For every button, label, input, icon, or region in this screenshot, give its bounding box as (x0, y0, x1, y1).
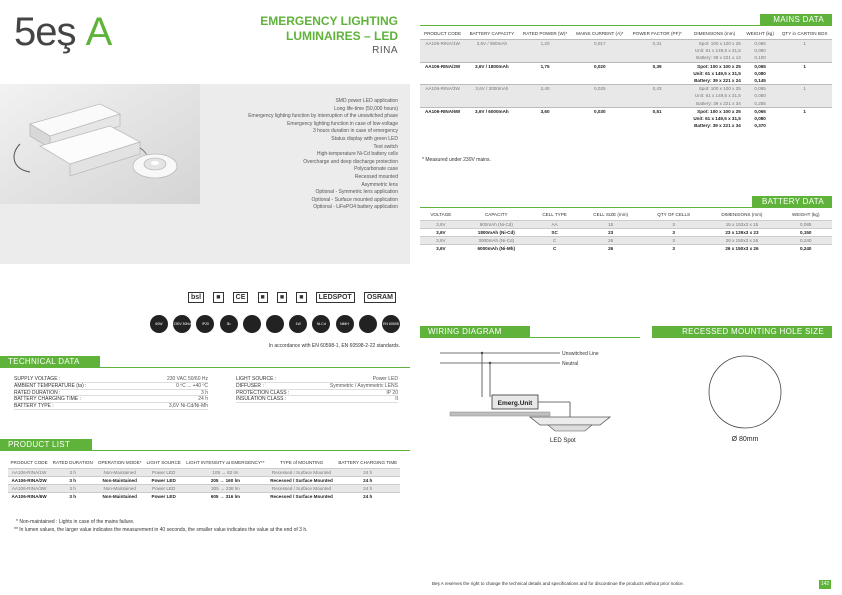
feature-item: Recessed mounted (354, 173, 398, 180)
tech-row (14, 376, 208, 383)
footer-disclaimer: Beş A reserves the right to change the technical details and specifications and for discontinue the products without prior notice. (432, 581, 684, 586)
recessed-header: RECESSED MOUNTING HOLE SIZE (652, 326, 832, 338)
spec-badge: 230V 50Hz (173, 315, 191, 333)
cell-power: 1,75 (540, 63, 550, 69)
cell-capacity: 3,6V / 3000mAh (475, 86, 509, 92)
led-spot-image (133, 154, 177, 178)
spec-badge: 60W (150, 315, 168, 333)
mounting-hole-diagram (700, 350, 790, 445)
cell-dims: 15 x 153x3 x 15 (725, 222, 759, 227)
certification-row (188, 292, 396, 303)
tech-key: DIFFUSER : (236, 382, 264, 389)
product-name: RINA (372, 45, 398, 56)
feature-item: 3 hours duration in case of emergency (312, 128, 398, 135)
dimension-line: Battery: 39 x 221 x 24 (694, 78, 741, 84)
column-header: CAPACITY (484, 212, 508, 217)
cell-w: 0,150 (799, 230, 812, 235)
table-row (8, 493, 400, 501)
table-row (420, 85, 832, 108)
product-list-table (8, 460, 400, 500)
cell-mount: Recessed / Surface Mounted (270, 478, 333, 483)
spec-badge: NiMH (336, 315, 354, 333)
cell-code: AA106-RINA/3W (11, 486, 47, 491)
cell-size: 26 (608, 246, 614, 251)
cell-qty: 3 (672, 230, 675, 235)
column-header: CELL SIZE (mm) (593, 212, 629, 217)
feature-item: Asymmetric lens (361, 181, 398, 188)
table-row (420, 221, 832, 229)
weight-line: 0,065 (754, 41, 766, 46)
technical-left (14, 376, 208, 410)
emergency-unit-label: Emerg.Unit (497, 400, 533, 407)
cell-src: Power LED (152, 470, 176, 475)
feature-item: Emergency lighting function by interruption of the unswitched phase (248, 113, 398, 120)
column-header: BATTERY CHARGING TIME (338, 460, 398, 465)
cell-dimensions (686, 62, 743, 85)
cell-mode: Non-Maintained (102, 494, 137, 499)
column-header: OPERATION MODE* (97, 460, 142, 465)
cell-pf: 0,39 (652, 63, 662, 69)
neutral-label: Neutral (562, 361, 579, 367)
table-row (8, 485, 400, 493)
table-row (420, 229, 832, 237)
technical-header: TECHNICAL DATA (0, 356, 100, 368)
feature-item: Emergency lighting function in case of low-voltage (287, 120, 398, 127)
battery-table (420, 212, 832, 252)
tech-row (236, 396, 398, 403)
cell-current: 0,025 (594, 86, 606, 92)
weight-line: 0,255 (754, 100, 766, 106)
tech-value: IP 20 (386, 389, 398, 396)
cell-v: 3,6V (436, 222, 446, 227)
spec-badge-row (150, 315, 400, 333)
tech-row (236, 376, 398, 383)
cell-pf: 0,51 (652, 108, 662, 114)
battery-header: BATTERY DATA (752, 196, 832, 208)
cell-dimensions (686, 107, 743, 129)
column-header: WEIGHT (kg) (746, 31, 774, 36)
cell-code: AA106-RINA/2W (424, 63, 461, 69)
cell-size: 26 (608, 238, 614, 243)
tech-value: 24 h (198, 396, 208, 403)
tech-key: BATTERY TYPE : (14, 403, 54, 410)
hole-diameter-label: Ø 80mm (731, 436, 759, 443)
cell-qty: 3 (672, 222, 675, 227)
cell-dims: 26 x 150x3 x 26 (725, 246, 759, 251)
column-header: QTY in CARTON BOX (781, 31, 828, 36)
cell-current: 0,030 (594, 108, 606, 114)
spec-badge (243, 315, 261, 333)
cell-current: 0,017 (594, 41, 606, 46)
tech-row (14, 383, 208, 390)
dimension-line: Unit: 61 x 149,5 x 31,5 (694, 93, 741, 99)
weight-line: 0,080 (754, 70, 766, 76)
column-header: TYPE of MOUNTING (279, 460, 324, 465)
column-header: RATED DURATION (52, 460, 93, 465)
dimension-line: Battery: 39 x 221 x 34 (694, 123, 741, 129)
cell-weight (743, 85, 778, 108)
tech-row (14, 390, 208, 397)
dimension-line: Battery: 39 x 221 x 14 (696, 55, 741, 61)
certification-mark: ■ (258, 292, 268, 303)
page-number: 142 (820, 581, 830, 587)
cell-mount: Recessed / Surface Mounted (271, 486, 332, 491)
weight-line: 0,145 (754, 78, 766, 84)
weight-line: 0,100 (754, 55, 766, 61)
cell-mode: Non-Maintained (103, 486, 136, 491)
cell-dur: 3 h (69, 478, 77, 483)
spec-badge (266, 315, 284, 333)
weight-line: 0,065 (754, 108, 766, 114)
column-header: CELL TYPE (542, 212, 567, 217)
certification-mark: OSRAM (364, 292, 396, 303)
certification-mark: LEDSPOT (316, 292, 355, 303)
weight-line: 0,370 (754, 123, 766, 129)
cell-mount: Recessed / Surface Mounted (271, 470, 332, 475)
tech-key: RATED DURATION : (14, 389, 61, 396)
dimension-line: Battery: 39 x 221 x 34 (696, 100, 741, 106)
column-header: MAINS CURRENT (A)* (576, 31, 624, 36)
product-list-header: PRODUCT LIST (0, 439, 92, 451)
cell-type: C (552, 238, 557, 243)
tech-row (14, 403, 208, 410)
feature-item: Polycarbonate case (354, 166, 398, 173)
cell-cap: 1800mAh (Ni-Cd) (477, 230, 515, 235)
column-header: POWER FACTOR (PF)* (632, 31, 682, 36)
feature-list (200, 98, 398, 212)
dimension-line: Spot: 100 x 100 x 25 (697, 108, 741, 114)
cell-capacity: 3,6V / 900mAh (476, 41, 508, 46)
cell-weight (743, 62, 778, 85)
tech-key: PROTECTION CLASS : (236, 389, 290, 396)
cell-charge: 24 h (363, 470, 373, 475)
cell-code: AA106-RINA/6W (424, 108, 461, 114)
feature-item: Optional - Surface mounted application (311, 196, 398, 203)
cell-power: 1,20 (540, 41, 550, 46)
cell-src: Power LED (151, 478, 176, 483)
cell-lum: 605 → 316 lm (210, 494, 240, 499)
product-note-1: * Non-maintained : Lights in case of the mains failure. (16, 519, 135, 525)
cell-code: AA106-RINA/1W (425, 41, 460, 46)
column-header: DIMENSIONS (mm) (694, 31, 736, 36)
cell-v: 3,6V (436, 246, 446, 251)
logo-part2: A (85, 10, 112, 54)
cell-src: Power LED (152, 486, 176, 491)
column-header: PRODUCT CODE (10, 460, 48, 465)
table-row (8, 477, 400, 485)
tech-value: 0 ºC ... +40 ºC (176, 382, 208, 389)
cell-size: 23 (608, 230, 614, 235)
tech-row (236, 390, 398, 397)
feature-item: Optional - LiFePO4 battery application (313, 204, 398, 211)
mains-note: * Measured under 230V mains. (422, 157, 491, 163)
cell-lum: 205 → 160 lm (210, 478, 240, 483)
cell-lum: 305 → 238 lm (211, 486, 240, 491)
certification-mark: ■ (213, 292, 223, 303)
column-header: WEIGHT (kg) (792, 212, 820, 217)
column-header: QTY OF CELLS (657, 212, 691, 217)
cell-src: Power LED (151, 494, 176, 499)
cell-qty: 3 (672, 238, 675, 243)
cell-qty: 1 (803, 41, 806, 46)
cell-charge: 24 h (363, 478, 373, 483)
weight-line: 0,080 (754, 48, 766, 54)
table-row (420, 237, 832, 245)
cell-cap: 3000mAh (Ni-Cd) (478, 238, 515, 243)
certification-mark: ■ (296, 292, 306, 303)
spec-badge: Ni-Cd (312, 315, 330, 333)
tech-row (14, 396, 208, 403)
tech-value: 3,6V Ni-Cd/Ni-Mh (168, 403, 208, 410)
compliance-text: In accordance with EN 60598-1, EN 60598-2-22 standards. (268, 343, 400, 349)
cell-power: 3,60 (540, 108, 550, 114)
cell-lum: 105 → 82 lm (212, 470, 239, 475)
tech-key: INSULATION CLASS : (236, 396, 287, 403)
cell-w: 0,085 (799, 222, 812, 227)
certification-mark: CE (233, 292, 249, 303)
weight-line: 0,065 (754, 63, 766, 69)
cell-dur: 3 h (69, 494, 77, 499)
cell-code: AA106-RINA/1W (11, 470, 47, 475)
product-note-2: ** In lumen values, the larger value indicates the measurement in 40 seconds, the smaller value indicates the value at the end of 3 h. (14, 527, 308, 533)
weight-line: 0,080 (754, 93, 766, 99)
spec-badge: IP20 (196, 315, 214, 333)
cell-current: 0,020 (594, 63, 606, 69)
certification-mark: bsl (188, 292, 204, 303)
cell-dur: 3 h (69, 486, 76, 491)
spec-badge: 3h (220, 315, 238, 333)
cell-qty: 1 (803, 86, 806, 92)
tech-key: SUPPLY VOLTAGE : (14, 376, 61, 382)
cell-mode: Non-Maintained (103, 470, 136, 475)
tech-value: 3 h (201, 389, 208, 396)
tech-value: Symmetric / Asymmetric LENS (329, 382, 398, 389)
dimension-line: Spot: 100 x 100 x 25 (698, 41, 741, 46)
cell-dur: 3 h (69, 470, 76, 475)
cell-capacity: 3,6V / 1800mAh (475, 63, 509, 69)
page-title (200, 14, 398, 44)
column-header: RATED POWER (W)* (522, 31, 568, 36)
wiring-diagram (420, 345, 640, 450)
spec-badge: EN 60598 (382, 315, 400, 333)
cell-dimensions (686, 40, 743, 63)
column-header: VOLTAGE (430, 212, 452, 217)
tech-key: BATTERY CHARGING TIME : (14, 396, 81, 403)
table-row (420, 107, 832, 129)
title-line2: LUMINAIRES – LED (285, 29, 398, 43)
cell-v: 3,6V (436, 238, 446, 243)
cell-type: C (552, 246, 557, 251)
feature-item: Overcharge and deep discharge protection (303, 158, 398, 165)
cell-code: AA106-RINA/2W (11, 478, 47, 483)
feature-item: High-temperature Ni-Cd battery cells (316, 151, 398, 158)
cell-dims: 26 x 150x3 x 26 (725, 238, 759, 243)
table-row (420, 62, 832, 85)
cell-dimensions (686, 85, 743, 108)
column-header: DIMENSIONS (mm) (721, 212, 763, 217)
cell-qty: 1 (803, 63, 806, 69)
cell-mode: Non-Maintained (102, 478, 137, 483)
cell-w: 0,240 (799, 238, 812, 243)
cell-pf: 0,31 (652, 41, 662, 46)
tech-value: II (395, 396, 398, 403)
product-photo (0, 84, 200, 204)
dimension-line: Unit: 61 x 149,5 x 31,5 (694, 48, 741, 54)
dimension-line: Spot: 100 x 100 x 25 (698, 86, 741, 92)
mains-table (420, 31, 832, 129)
table-row (8, 469, 400, 477)
brand-logo (14, 10, 111, 55)
cell-type: AA (551, 222, 558, 227)
column-header: LIGHT INTENSITY at EMERGENCY** (186, 460, 265, 465)
tech-row (236, 383, 398, 390)
cell-power: 2,40 (540, 86, 550, 92)
cell-capacity: 3,6V / 6000mAh (475, 108, 509, 114)
cell-mount: Recessed / Surface Mounted (270, 494, 333, 499)
column-header: LIGHT SOURCE (146, 460, 181, 465)
cell-weight (743, 107, 778, 129)
column-header: BATTERY CAPACITY (469, 31, 515, 36)
tech-value: Power LED (372, 376, 398, 382)
logo-part1: 5eş (14, 10, 76, 54)
led-spot-label: LED Spot (550, 438, 576, 444)
cell-qty: 1 (803, 108, 806, 114)
column-header: PRODUCT CODE (424, 31, 462, 36)
cell-cap: 6000mAh (Ni-Mh) (477, 246, 516, 251)
unswitched-line-label: Unswitched Line (562, 351, 599, 357)
cell-pf: 0,43 (652, 86, 662, 92)
title-line1: EMERGENCY LIGHTING (260, 14, 398, 28)
tech-key: LIGHT SOURCE : (236, 376, 277, 382)
feature-item: Test switch (373, 143, 398, 150)
cell-code: AA106-RINA/6W (11, 494, 47, 499)
cell-w: 0,240 (799, 246, 812, 251)
cell-code: AA106-RINA/3W (425, 86, 460, 92)
feature-item: Optional - Symmetric lens application (315, 189, 398, 196)
certification-mark: ■ (277, 292, 287, 303)
tech-value: 230 VAC 50/60 Hz (166, 376, 208, 382)
technical-right (236, 376, 398, 403)
spec-badge (359, 315, 377, 333)
dimension-line: Unit: 61 x 149,5 x 31,5 (693, 116, 741, 122)
cell-type: SC (551, 230, 558, 235)
table-row (420, 40, 832, 63)
cell-charge: 24 h (363, 494, 373, 499)
weight-line: 0,080 (754, 116, 766, 122)
cell-cap: 900mAh (Ni-Cd) (479, 222, 513, 227)
mains-header: MAINS DATA (760, 14, 832, 26)
cell-qty: 3 (672, 246, 675, 251)
cell-weight (743, 40, 778, 63)
dimension-line: Spot: 100 x 100 x 25 (697, 63, 741, 69)
tech-key: AMBIENT TEMPERATURE (ta) : (14, 382, 87, 389)
feature-item: Status display with green LED (331, 135, 398, 142)
table-row (420, 245, 832, 253)
cell-dims: 23 x 129x3 x 23 (725, 230, 759, 235)
weight-line: 0,065 (754, 86, 766, 92)
cell-charge: 24 h (363, 486, 373, 491)
mounting-hole-circle (709, 356, 781, 428)
wiring-header: WIRING DIAGRAM (420, 326, 530, 338)
cell-size: 15 (608, 222, 614, 227)
cell-v: 3,6V (436, 230, 446, 235)
feature-item: SMD power LED application (335, 98, 398, 104)
dimension-line: Unit: 61 x 149,5 x 31,5 (693, 70, 741, 76)
feature-item: Long life-time (50,000 hours) (334, 105, 398, 112)
spec-badge: 1W (289, 315, 307, 333)
